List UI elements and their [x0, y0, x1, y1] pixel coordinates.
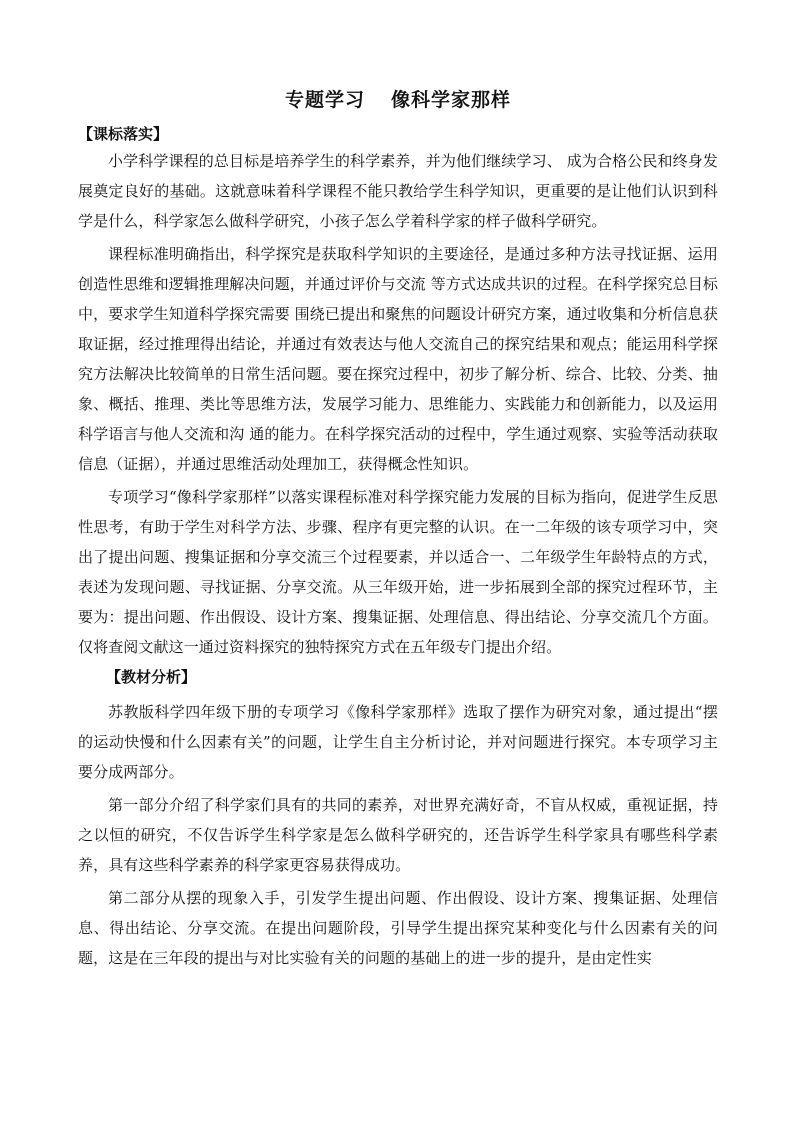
- paragraph: 课程标准明确指出，科学探究是获取科学知识的主要途径，是通过多种方法寻找证据、运用创造性思维和逻辑推理解决问题，并通过评价与交流 等方式达成共识的过程。在科学探究总目标中，要求学生知道科学探究需要 围绕已提出和聚焦的问题设计研究方案，通过收集和分析信息获取证据，经过推理得出结论，并通过有效表达与他人交流自己的探究结果和观点；能运用科学探究方法解决比较简单的日常生活问题。要在探究过程中，初步了解分析、综合、比较、分类、抽象、概括、推理、类比等思维方法，发展学习能力、思维能力、实践能力和创新能力，以及运用科学语言与他人交流和沟 通的能力。在科学探究活动的过程中，学生通过观察、实验等活动获取信息（证据），并通过思维活动处理加工，获得概念性知识。: [78, 245, 718, 473]
- title-topic: 专题学习: [284, 89, 365, 111]
- paragraph: 专项学习“像科学家那样”以落实课程标准对科学探究能力发展的目标为指向，促进学生反思性思考，有助于学生对科学方法、步骤、程序有更完整的认识。在一二年级的该专项学习中，突出了提出问题、搜集证据和分享交流三个过程要素，并以适合一、二年级学生年龄特点的方式，表述为发现问题、寻找证据、分享交流。从三年级开始，进一步拓展到全部的探究过程环节，主要为：提出问题、作出假设、设计方案、搜集证据、处理信息、得出结论、分享交流几个方面。仅将查阅文献这一通过资料探究的独特探究方式在五年级专门提出介绍。: [78, 488, 718, 656]
- paragraph: 苏教版科学四年级下册的专项学习《像科学家那样》选取了摆作为研究对象，通过提出“摆的运动快慢和什么因素有关”的问题，让学生自主分析讨论，并对问题进行探究。本专项学习主要分成两部分。: [78, 703, 718, 781]
- paragraph: 第一部分介绍了科学家们具有的共同的素养，对世界充满好奇，不盲从权威，重视证据，持之以恒的研究，不仅告诉学生科学家是怎么做科学研究的，还告诉学生科学家具有哪些科学素养，具有这些科学素养的科学家更容易获得成功。: [78, 796, 718, 874]
- paragraph: 小学科学课程的总目标是培养学生的科学素养，并为他们继续学习、 成为合格公民和终身发展奠定良好的基础。这就意味着科学课程不能只教给学生科学知识，更重要的是让他们认识到科学是什么，科学家怎么做科学研究，小孩子怎么学着科学家的样子做科学研究。: [78, 152, 718, 230]
- document-page: [78, 86, 718, 973]
- section-heading-textbook-analysis: 【教材分析】: [106, 668, 197, 686]
- document-title: [78, 86, 718, 114]
- section-heading-curriculum: 【课标落实】: [78, 125, 169, 143]
- title-subject: 像科学家那样: [391, 89, 512, 111]
- paragraph: 第二部分从摆的现象入手，引发学生提出问题、作出假设、设计方案、搜集证据、处理信息、得出结论、分享交流。在提出问题阶段，引导学生提出探究某种变化与什么因素有关的问题，这是在三年段的提出与对比实验有关的问题的基础上的进一步的提升，是由定性实: [78, 889, 718, 967]
